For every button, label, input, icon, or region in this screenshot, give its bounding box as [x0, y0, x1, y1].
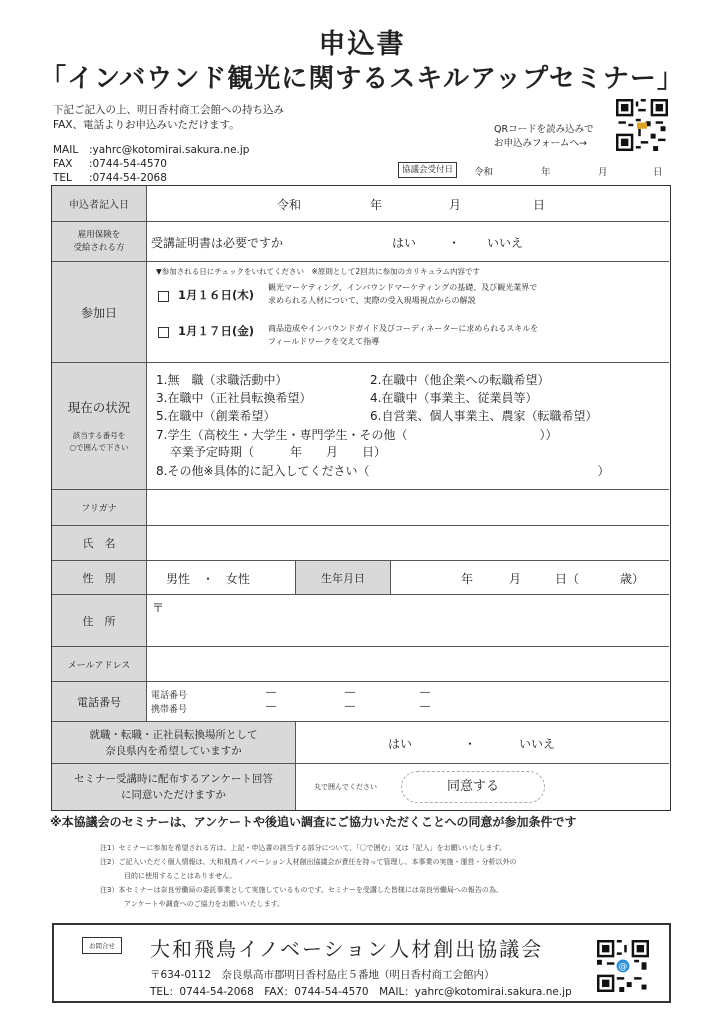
received-label: 協議会受付日: [398, 162, 457, 178]
note-line: アンケートや調査へのご協力をお願いいたします。: [124, 900, 285, 908]
agree-option[interactable]: 同意する: [401, 771, 545, 803]
insurance-label-line: 雇用保険を: [77, 229, 121, 240]
participation-date-row: [52, 262, 669, 363]
furigana-label: フリガナ: [52, 490, 147, 525]
note-line: 注1）セミナーに参加を希望される方は、上記・申込書の該当する部分について、「〇で囲む」又は「記入」をお願いいたします。: [100, 844, 507, 852]
applicant-era: 令和: [277, 198, 302, 212]
status-option-5[interactable]: 5.在職中（創業希望）: [156, 409, 276, 423]
status-option-8[interactable]: 8.その他※具体的に記入してください（ ）: [156, 464, 610, 478]
qr-note-line: QRコードを読み込みで: [494, 124, 594, 135]
note-line: 注2）ご記入いただく個人情報は、大和飛鳥イノベーション人材創出協議会が責任を持って管理し、本事業の実施・運営・分析以外の: [100, 858, 517, 866]
status-option-2[interactable]: 2.在職中（他企業への転職希望）: [370, 373, 550, 387]
applicant-date-row: [52, 186, 669, 222]
email-field[interactable]: [148, 647, 669, 681]
separator-dot: ・: [448, 236, 461, 250]
status-option-6[interactable]: 6.自営業、個人事業主、農家（転職希望）: [370, 409, 598, 423]
qr-code-icon[interactable]: [616, 99, 668, 151]
svg-text:@: @: [618, 962, 628, 973]
gender-options[interactable]: 男性 ・ 女性: [166, 572, 251, 586]
dash: ―: [266, 701, 276, 712]
age-field[interactable]: 歳）: [620, 572, 645, 586]
dash: ―: [266, 687, 276, 698]
survey-question: [52, 764, 296, 810]
fax-label: FAX: [53, 158, 73, 170]
received-month: 月: [598, 167, 608, 178]
current-status-label: [52, 363, 147, 489]
inquiry-tag: お問合せ: [82, 937, 122, 954]
name-label: 氏 名: [52, 526, 147, 560]
session1-desc: [268, 281, 537, 307]
dash: ―: [420, 701, 430, 712]
organization-name: 大和飛鳥イノベーション人材創出協議会: [150, 937, 544, 961]
survey-question-line: セミナー受講時に配布するアンケート回答: [74, 773, 273, 785]
name-field[interactable]: [148, 526, 669, 560]
nara-row: [52, 722, 669, 764]
phone-row: [52, 682, 669, 722]
phone-label: 電話番号: [52, 682, 147, 721]
intro-text: [53, 103, 284, 133]
session1-desc-line: 観光マーケティング、インバウンドマーケティングの基礎、及び観光業界で: [268, 283, 538, 292]
insurance-row: [52, 222, 669, 262]
note-line: 目的に使用することはありません。: [124, 872, 237, 880]
applicant-year[interactable]: 年: [370, 198, 383, 212]
qr-note: [494, 123, 594, 151]
applicant-date-label: 申込者記入日: [52, 186, 147, 221]
mail-label: MAIL: [53, 144, 79, 156]
phone-tel-label: 電話番号: [151, 691, 188, 701]
nara-question: [52, 722, 296, 763]
page-title: 申込書: [318, 29, 406, 60]
note-line: 注3）本セミナーは奈良労働局の委託事業として実施しているものです。セミナーを受講した皆様には奈良労働局への報告の為、: [100, 886, 503, 894]
applicant-month[interactable]: 月: [449, 198, 462, 212]
nara-no-option[interactable]: いいえ: [519, 737, 556, 751]
insurance-question: 受講証明書は必要ですか: [151, 236, 284, 250]
received-day: 日: [653, 167, 663, 178]
fax-value: :0744-54-4570: [89, 158, 167, 170]
email-qr-code-icon[interactable]: [597, 940, 649, 992]
tel-value: :0744-54-2068: [89, 172, 167, 184]
session2-date: 1月１７日(金): [178, 324, 255, 338]
qr-note-line: お申込みフォームへ→: [494, 138, 587, 149]
received-year: 年: [541, 167, 551, 178]
insurance-label: [52, 222, 147, 261]
status-option-4[interactable]: 4.在職中（事業主、従業員等）: [370, 391, 538, 405]
address-row: [52, 595, 669, 647]
separator-dot: ・: [464, 737, 477, 751]
birth-year[interactable]: 年: [461, 572, 474, 586]
graduation-date-field[interactable]: 卒業予定時期（ 年 月 日）: [170, 445, 387, 459]
session2-desc-line: フィールドワークを交えて指導: [268, 337, 380, 346]
organization-address: 〒634-0112 奈良県高市郡明日香村島庄５番地（明日香村商工会館内）: [150, 969, 495, 981]
gender-birth-row: [52, 561, 669, 595]
session2-desc: [268, 322, 538, 348]
status-label-text: 現在の状況: [67, 400, 131, 415]
status-sub-line: ○で囲んで下さい: [69, 443, 129, 452]
birth-date-label: 生年月日: [295, 561, 391, 594]
session1-checkbox[interactable]: [158, 291, 169, 302]
seminar-title: 「インバウンド観光に関するスキルアップセミナー」: [40, 64, 684, 94]
contact-block: [53, 143, 249, 185]
name-row: [52, 526, 669, 561]
tel-label: TEL: [53, 172, 72, 184]
address-label: 住 所: [52, 595, 147, 646]
nara-question-line: 就職・転職・正社員転換場所として: [89, 728, 258, 741]
phone-mobile-label: 携帯番号: [151, 705, 188, 715]
intro-line: 下記ご記入の上、明日香村商工会館への持ち込み: [53, 104, 284, 116]
email-label: メールアドレス: [52, 647, 147, 681]
applicant-day[interactable]: 日: [533, 198, 546, 212]
mail-value[interactable]: :yahrc@kotomirai.sakura.ne.jp: [89, 144, 250, 156]
insurance-yes-option[interactable]: はい: [392, 236, 417, 250]
session2-desc-line: 商品造成やインバウンドガイド及びコーディネーターに求められるスキルを: [268, 324, 539, 333]
notes-block: [100, 841, 516, 911]
status-option-7[interactable]: 7.学生（高校生・大学生・専門学生・その他（ ））: [156, 428, 558, 442]
status-option-3[interactable]: 3.在職中（正社員転換希望）: [156, 391, 312, 405]
intro-line: FAX、電話よりお申込みいただけます。: [53, 119, 240, 131]
received-date: [398, 162, 670, 178]
organization-contact[interactable]: TEL：0744-54-2068 FAX：0744-54-4570 MAIL：yahrc@kotomirai.sakura.ne.jp: [150, 986, 572, 998]
status-sub-line: 該当する番号を: [72, 431, 126, 440]
session1-date: 1月１６日(木): [178, 288, 255, 302]
participation-date-label: 参加日: [52, 262, 147, 362]
application-form: [51, 185, 671, 811]
survey-hint: 丸で囲んでください: [314, 783, 377, 791]
furigana-row: [52, 490, 669, 526]
postal-mark: 〒: [152, 601, 165, 615]
nara-question-line: 奈良県内を希望していますか: [105, 744, 242, 757]
session1-desc-line: 求められる人材について、実際の受入現場視点からの解説: [268, 296, 476, 305]
contact-footer: [52, 923, 671, 1003]
survey-row: [52, 764, 669, 810]
phone-field[interactable]: [252, 682, 669, 721]
insurance-no-option[interactable]: いいえ: [487, 236, 524, 250]
address-field[interactable]: [168, 595, 669, 646]
current-status-row: [52, 363, 669, 490]
status-option-1[interactable]: 1.無 職（求職活動中）: [156, 373, 288, 387]
dash: ―: [345, 701, 355, 712]
survey-question-line: に同意いただけますか: [121, 789, 226, 801]
nara-yes-option[interactable]: はい: [388, 737, 413, 751]
gender-label: 性 別: [52, 561, 147, 594]
email-row: [52, 647, 669, 682]
dash: ―: [345, 687, 355, 698]
furigana-field[interactable]: [148, 490, 669, 525]
birth-month[interactable]: 月: [509, 572, 522, 586]
session2-checkbox[interactable]: [158, 327, 169, 338]
dash: ―: [420, 687, 430, 698]
insurance-label-line: 受給される方: [73, 242, 125, 253]
birth-day[interactable]: 日（: [555, 572, 580, 586]
participation-note: ▼参加される日にチェックをいれてください ※原則として2回共に参加のカリキュラム内容です: [156, 267, 481, 276]
participation-condition: ※本協議会のセミナーは、アンケートや後追い調査にご協力いただくことへの同意が参加条件です: [50, 815, 577, 829]
received-era: 令和: [474, 167, 494, 178]
